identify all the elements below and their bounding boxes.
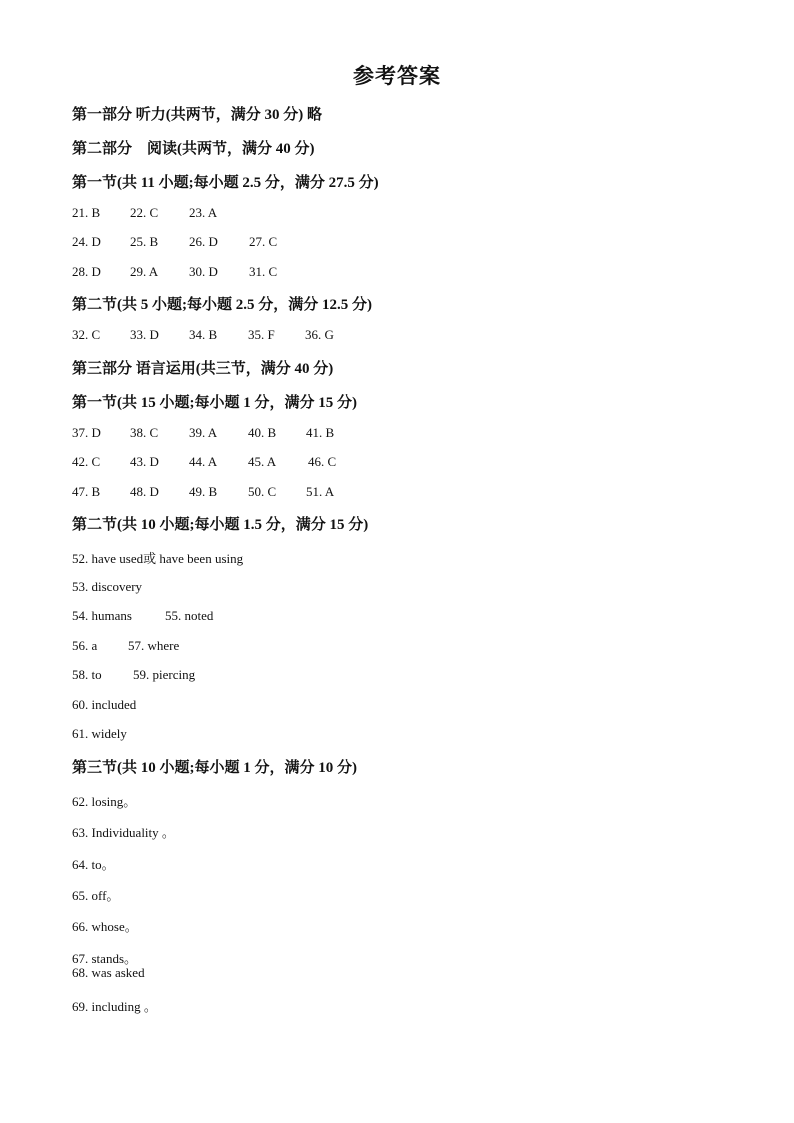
answer-item: 46. C (308, 454, 337, 469)
answer-item: 29. A (130, 264, 159, 279)
part2-heading: 第二部分 阅读(共两节，满分 40 分) (72, 141, 315, 157)
answer-item: 24. D (72, 234, 101, 249)
answer-line: 52. have used或 have been using (72, 551, 244, 566)
answer-item: 31. C (249, 264, 278, 279)
answer-line: 62. losing。 (72, 794, 137, 809)
answer-item: 23. A (189, 205, 218, 220)
answer-item: 21. B (72, 205, 101, 220)
answer-line: 67. stands。 (72, 951, 138, 966)
part3-section3-heading: 第三节(共 10 小题;每小题 1 分，满分 10 分) (72, 760, 357, 776)
part3-section2-heading: 第二节(共 10 小题;每小题 1.5 分，满分 15 分) (72, 517, 369, 533)
answer-item: 32. C (72, 327, 101, 342)
answer-item: 22. C (130, 205, 159, 220)
answer-item: 57. where (128, 638, 180, 653)
answer-line: 68. was asked (72, 965, 145, 980)
answer-item: 49. B (189, 484, 218, 499)
answer-item: 30. D (189, 264, 218, 279)
answer-item: 37. D (72, 425, 101, 440)
answer-item: 34. B (189, 327, 218, 342)
answer-line: 63. Individuality 。 (72, 825, 175, 840)
answer-item: 41. B (306, 425, 335, 440)
answer-line: 65. off。 (72, 888, 120, 903)
answer-item: 35. F (248, 327, 275, 342)
answer-line: 61. widely (72, 726, 127, 741)
answer-item: 28. D (72, 264, 101, 279)
answer-item: 51. A (306, 484, 335, 499)
answer-item: 55. noted (165, 608, 214, 623)
part3-section1-heading: 第一节(共 15 小题;每小题 1 分，满分 15 分) (72, 395, 357, 411)
page-title: 参考答案 (353, 64, 441, 88)
answer-item: 44. A (189, 454, 218, 469)
answer-line: 53. discovery (72, 579, 143, 594)
answer-item: 39. A (189, 425, 218, 440)
answer-item: 36. G (305, 327, 334, 342)
answer-item: 47. B (72, 484, 101, 499)
answer-item: 59. piercing (133, 667, 196, 682)
part2-section1-heading: 第一节(共 11 小题;每小题 2.5 分，满分 27.5 分) (72, 175, 379, 191)
answer-item: 58. to (72, 667, 102, 682)
part3-heading: 第三部分 语言运用(共三节，满分 40 分) (72, 361, 334, 377)
answer-item: 33. D (130, 327, 159, 342)
answer-item: 27. C (249, 234, 278, 249)
answer-line: 64. to。 (72, 857, 115, 872)
answer-item: 45. A (248, 454, 277, 469)
part2-section2-heading: 第二节(共 5 小题;每小题 2.5 分，满分 12.5 分) (72, 297, 372, 313)
answer-item: 50. C (248, 484, 277, 499)
answer-item: 43. D (130, 454, 159, 469)
answer-item: 48. D (130, 484, 159, 499)
answer-line: 60. included (72, 697, 137, 712)
answer-item: 38. C (130, 425, 159, 440)
answer-line: 66. whose。 (72, 919, 138, 934)
answer-item: 54. humans (72, 608, 132, 623)
answer-item: 56. a (72, 638, 98, 653)
answer-item: 26. D (189, 234, 218, 249)
answer-item: 25. B (130, 234, 159, 249)
answer-item: 42. C (72, 454, 101, 469)
answer-item: 40. B (248, 425, 277, 440)
answer-line: 69. including 。 (72, 999, 157, 1014)
part1-heading: 第一部分 听力(共两节，满分 30 分) 略 (72, 107, 322, 123)
